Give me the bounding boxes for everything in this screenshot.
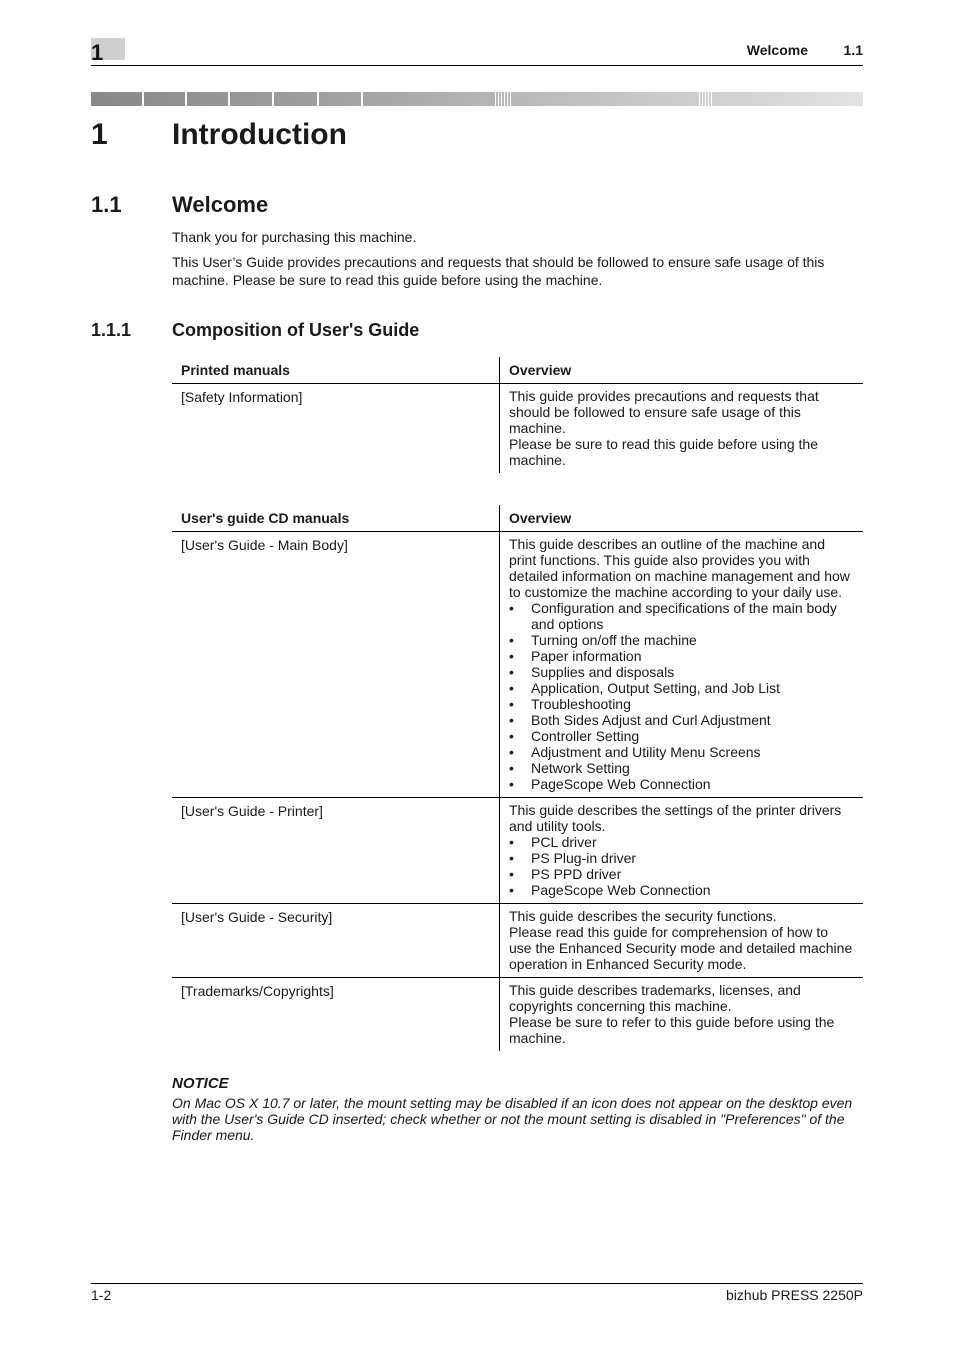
column-header: Printed manuals [172, 357, 500, 384]
list-item: • PageScope Web Connection [509, 882, 854, 898]
chapter-number: 1 [91, 118, 108, 151]
cd-manuals-table [172, 505, 863, 1051]
product-name: bizhub PRESS 2250P [726, 1287, 863, 1303]
printed-manuals-table [172, 357, 863, 473]
bar-divider [317, 92, 319, 106]
list-item: • PCL driver [509, 834, 854, 850]
table-header-row [172, 357, 863, 384]
list-item: • PS Plug-in driver [509, 850, 854, 866]
manual-overview [500, 384, 864, 474]
list-item: • Application, Output Setting, and Job List [509, 680, 854, 696]
manual-name: [Trademarks/Copyrights] [181, 983, 334, 999]
column-header: User's guide CD manuals [172, 505, 500, 532]
table-header-row [172, 505, 863, 532]
list-item: • Controller Setting [509, 728, 854, 744]
header-rule [91, 65, 863, 66]
overview-text: Please be sure to read this guide before using the machine. [509, 436, 818, 468]
subsection-number: 1.1.1 [91, 320, 132, 340]
overview-text: This guide provides precautions and requests that should be followed to ensure safe usage of this machine. [509, 388, 819, 436]
manual-overview [500, 978, 864, 1052]
list-item: • Both Sides Adjust and Curl Adjustment [509, 712, 854, 728]
table-row [172, 798, 863, 904]
table-row [172, 384, 863, 474]
manual-overview [500, 798, 864, 904]
table-row [172, 978, 863, 1052]
header-section-title: Welcome [746, 42, 808, 58]
bar-hatch [495, 92, 511, 106]
overview-text: This guide describes trademarks, licenses, and copyrights concerning this machine. [509, 982, 801, 1014]
bar-divider [142, 92, 144, 106]
list-item: • Configuration and specifications of the main body and options [509, 600, 854, 632]
subsection-title: Composition of User's Guide [172, 320, 420, 340]
overview-text: Please read this guide for comprehension of how to use the Enhanced Security mode and detailed machine operation in Enhanced Security mode. [509, 924, 853, 972]
header-chapter-number: 1 [91, 40, 104, 65]
overview-text: This guide describes the security functions. [509, 908, 777, 924]
manual-overview [500, 904, 864, 978]
overview-text: This guide describes an outline of the machine and print functions. This guide also provides you with detailed information on machine management and how to customize the machine according to your daily use. [509, 536, 850, 600]
intro-paragraph: This User’s Guide provides precautions and requests that should be followed to ensure safe usage of this machine. Please be sure to read this guide before using the machine. [172, 254, 825, 288]
notice-title: NOTICE [172, 1075, 229, 1092]
intro-paragraph: Thank you for purchasing this machine. [172, 229, 417, 245]
column-header: Overview [500, 357, 864, 384]
list-item: • PageScope Web Connection [509, 776, 854, 792]
table-row [172, 904, 863, 978]
bar-divider [361, 92, 363, 106]
topic-list [509, 834, 854, 898]
list-item: • Network Setting [509, 760, 854, 776]
decorative-bar [91, 92, 863, 106]
bar-hatch [699, 92, 713, 106]
list-item: • Paper information [509, 648, 854, 664]
manual-name: [User's Guide - Main Body] [172, 532, 500, 798]
column-header: Overview [500, 505, 864, 532]
bar-divider [272, 92, 274, 106]
header-section-number: 1.1 [843, 42, 863, 58]
bar-divider [185, 92, 187, 106]
list-item: • Troubleshooting [509, 696, 854, 712]
section-number: 1.1 [91, 192, 122, 217]
topic-list [509, 600, 854, 792]
bar-divider [228, 92, 230, 106]
manual-name: [User's Guide - Printer] [172, 798, 500, 904]
list-item: • Turning on/off the machine [509, 632, 854, 648]
manual-name: [User's Guide - Security] [172, 904, 500, 978]
section-title: Welcome [172, 192, 269, 217]
overview-text: This guide describes the settings of the printer drivers and utility tools. [509, 802, 842, 834]
overview-text: Please be sure to refer to this guide before using the machine. [509, 1014, 835, 1046]
manual-name: [Safety Information] [181, 389, 303, 405]
list-item: • Supplies and disposals [509, 664, 854, 680]
table-row [172, 532, 863, 798]
page-number: 1-2 [91, 1287, 112, 1303]
manual-overview [500, 532, 864, 798]
list-item: • PS PPD driver [509, 866, 854, 882]
notice-body: On Mac OS X 10.7 or later, the mount setting may be disabled if an icon does not appear on the desktop even with the User's Guide CD inserted; check whether or not the mount setting is disabled in "Preferences" of the Finder menu. [172, 1095, 853, 1143]
footer-rule [91, 1283, 863, 1284]
chapter-title: Introduction [172, 118, 347, 151]
list-item: • Adjustment and Utility Menu Screens [509, 744, 854, 760]
